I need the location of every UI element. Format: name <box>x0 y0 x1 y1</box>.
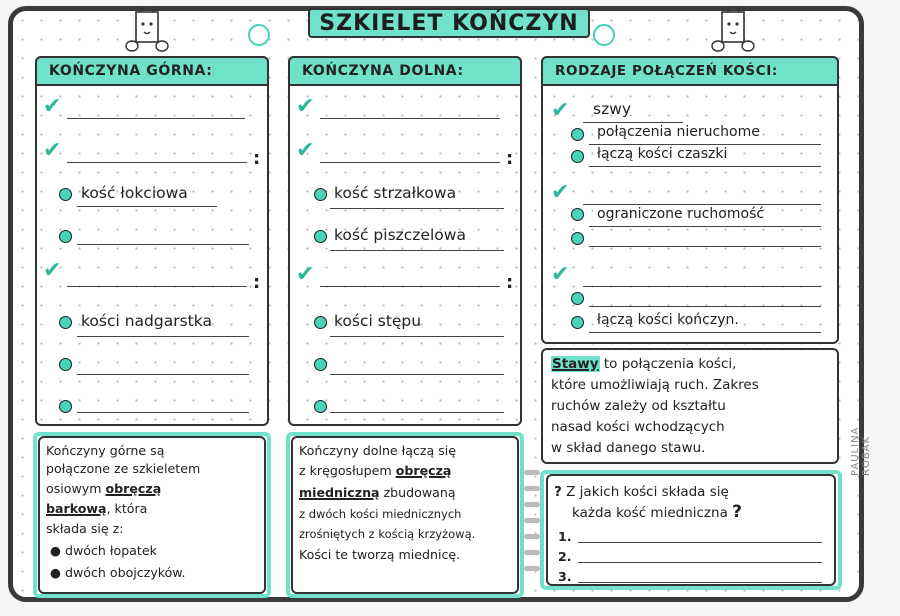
lower-limb-note <box>291 436 519 594</box>
colon-mark: : <box>253 272 261 293</box>
author-signature: PAULINA ROBAK <box>850 426 872 476</box>
blank-line <box>330 374 504 375</box>
bullet-dot <box>571 128 584 141</box>
check-icon: ✔ <box>43 258 62 283</box>
note-line: Stawy to połączenia kości, <box>552 356 737 372</box>
blank-line <box>330 336 504 337</box>
blank-line <box>330 250 504 251</box>
joint-limbs: łączą kości kończyn. <box>597 312 739 328</box>
lower-item-fibula: kość strzałkowa <box>334 184 457 202</box>
note-line: z kręgosłupem obręczą <box>299 463 452 478</box>
blank-line <box>77 412 249 413</box>
spiral-ring <box>524 518 540 523</box>
upper-limb-header: KOŃCZYNA GÓRNA: <box>35 56 269 86</box>
bullet-dot <box>571 150 584 163</box>
note-line: Kończyny górne są <box>46 443 165 458</box>
check-icon: ✔ <box>551 180 570 205</box>
check-icon: ✔ <box>296 138 315 163</box>
blank-line <box>320 118 500 119</box>
blank-line <box>589 306 821 307</box>
binder-hole-left <box>248 24 270 46</box>
blank-line <box>77 374 249 375</box>
colon-mark: : <box>253 148 261 169</box>
note-line: barkową, która <box>46 501 148 516</box>
bullet-dot <box>571 292 584 305</box>
spiral-ring <box>524 534 540 539</box>
page-title: SZKIELET KOŃCZYN <box>308 8 590 38</box>
blank-line <box>320 162 500 163</box>
term-pelvic-girdle: obręczą <box>395 463 452 478</box>
bullet-dot <box>59 230 72 243</box>
upper-limb-note <box>38 436 266 594</box>
bullet-dot <box>314 316 327 329</box>
joints-definition-note <box>541 348 839 464</box>
note-line: składa się z: <box>46 521 124 536</box>
blank-line <box>77 336 249 337</box>
bullet-dot <box>571 316 584 329</box>
lower-limb-header: KOŃCZYNA DOLNA: <box>288 56 522 86</box>
blank-line <box>67 162 247 163</box>
bullet-dot <box>571 232 584 245</box>
blank-line <box>589 226 821 227</box>
blank-line <box>77 244 249 245</box>
blank-line <box>583 286 821 287</box>
note-line: połączone ze szkieletem <box>46 461 201 476</box>
check-icon: ✔ <box>296 262 315 287</box>
blank-line <box>330 208 504 209</box>
note-line: z dwóch kości miednicznych <box>299 507 462 521</box>
note-line: które umożliwiają ruch. Zakres <box>551 377 759 393</box>
note-line: nasad kości wchodzących <box>551 419 725 435</box>
note-line: Kończyny dolne łączą się <box>299 443 457 458</box>
check-icon: ✔ <box>551 98 570 123</box>
blank-line <box>67 118 245 119</box>
joint-sutures: szwy <box>593 100 632 118</box>
character-doodle-right <box>708 6 764 54</box>
blank-line <box>589 246 821 247</box>
question-text: każda kość miedniczna ? <box>572 502 743 522</box>
term-shoulder-girdle: obręczą <box>105 481 162 496</box>
answer-line <box>578 582 822 583</box>
bullet-dot <box>59 316 72 329</box>
bullet-dot <box>314 230 327 243</box>
spiral-ring <box>524 566 540 571</box>
blank-line <box>67 286 247 287</box>
note-line: miedniczną zbudowaną <box>299 485 456 500</box>
upper-item-ulna: kość łokciowa <box>81 184 188 202</box>
colon-mark: : <box>506 272 514 293</box>
note-line: Kości te tworzą miednicę. <box>299 547 461 562</box>
lower-limb-box <box>288 56 522 426</box>
note-bullet: ● dwóch obojczyków. <box>50 565 186 580</box>
blank-line <box>330 412 504 413</box>
blank-line <box>320 286 500 287</box>
blank-line <box>583 122 683 123</box>
bullet-dot <box>314 358 327 371</box>
bullet-dot <box>59 400 72 413</box>
bullet-dot <box>571 208 584 221</box>
joint-types-box <box>541 56 839 344</box>
upper-limb-box <box>35 56 269 426</box>
joint-skull: łączą kości czaszki <box>597 146 728 162</box>
spiral-ring <box>524 470 540 475</box>
answer-line <box>578 562 822 563</box>
spiral-ring <box>524 502 540 507</box>
joint-immovable: połączenia nieruchome <box>597 124 760 140</box>
answer-number: 2. <box>558 549 572 564</box>
bullet-dot <box>59 358 72 371</box>
term-joints: Stawy <box>552 356 599 372</box>
joint-limited: ograniczone ruchomość <box>597 206 765 222</box>
upper-item-carpals: kości nadgarstka <box>81 312 212 330</box>
note-line: w skład danego stawu. <box>551 440 706 456</box>
bullet-dot <box>59 188 72 201</box>
spiral-ring <box>524 550 540 555</box>
bullet-dot <box>314 188 327 201</box>
bullet-dot <box>314 400 327 413</box>
binder-hole-right <box>593 24 615 46</box>
answer-number: 1. <box>558 529 572 544</box>
blank-line <box>77 206 217 207</box>
blank-line <box>589 144 821 145</box>
blank-line <box>583 204 821 205</box>
blank-line <box>589 166 821 167</box>
blank-line <box>589 332 821 333</box>
answer-number: 3. <box>558 569 572 584</box>
question-box <box>546 474 836 586</box>
check-icon: ✔ <box>43 138 62 163</box>
note-line: ruchów zależy od kształtu <box>551 398 726 414</box>
joint-types-header: RODZAJE POŁĄCZEŃ KOŚCI: <box>541 56 839 86</box>
lower-item-tarsals: kości stępu <box>334 312 422 330</box>
note-line: osiowym obręczą <box>46 481 162 496</box>
colon-mark: : <box>506 148 514 169</box>
answer-line <box>578 542 822 543</box>
lower-item-tibia: kość piszczelowa <box>334 226 466 244</box>
character-doodle-left <box>122 6 178 54</box>
note-line: zrośniętych z kością krzyżową. <box>299 527 476 541</box>
check-icon: ✔ <box>296 94 315 119</box>
note-bullet: ● dwóch łopatek <box>50 543 157 558</box>
check-icon: ✔ <box>551 262 570 287</box>
spiral-ring <box>524 486 540 491</box>
check-icon: ✔ <box>43 94 62 119</box>
question-text: ? Z jakich kości składa się <box>554 484 729 500</box>
